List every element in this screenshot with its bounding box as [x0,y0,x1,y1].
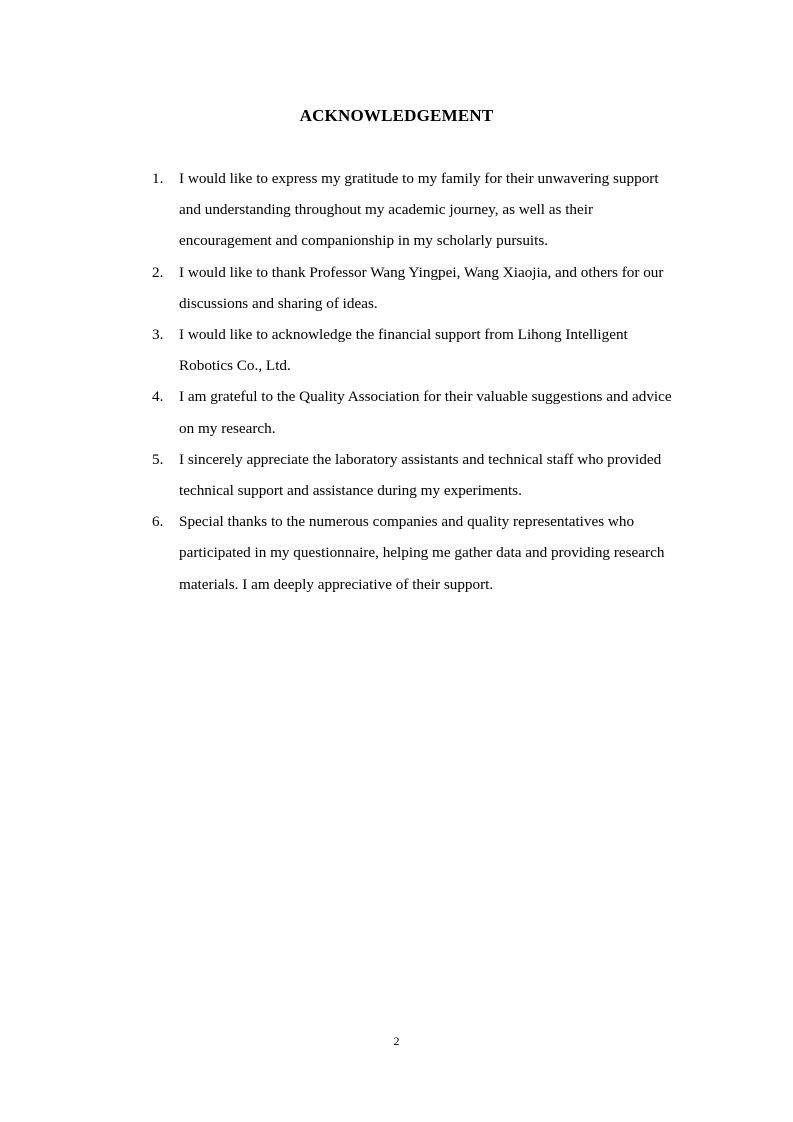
list-item-text: I would like to express my gratitude to my family for their unwavering support and understanding throughout my academic journey, as well as their encouragement and companionship in my scholarly pursuits. [179,170,659,250]
list-item [146,444,686,506]
list-item [146,257,686,319]
list-item [146,381,686,443]
list-item [146,506,686,600]
list-item-text: I would like to acknowledge the financial support from Lihong Intelligent Robotics Co., Ltd. [179,326,628,375]
page-number: 2 [393,1034,400,1048]
list-item-number: 6. [152,513,164,531]
acknowledgement-list [146,163,686,600]
list-item-number: 5. [152,450,164,468]
list-item [146,319,686,381]
list-item-text: I sincerely appreciate the laboratory assistants and technical staff who provided technical support and assistance during my experiments. [179,450,662,500]
list-item-text: Special thanks to the numerous companies and quality representatives who participated in my questionnaire, helping me gather data and providing research materials. I am deeply appreciative of their support. [179,513,665,593]
list-item-text: I would like to thank Professor Wang Yingpei, Wang Xiaojia, and others for our discussions and sharing of ideas. [179,263,664,312]
page-title: ACKNOWLEDGEMENT [299,106,494,125]
list-item-number: 2. [152,263,164,281]
list-item-number: 4. [152,388,164,406]
list-item-text: I am grateful to the Quality Association for their valuable suggestions and advice on my research. [179,388,672,437]
list-item-number: 1. [152,170,164,187]
list-item-number: 3. [152,326,164,344]
list-item [146,163,686,257]
